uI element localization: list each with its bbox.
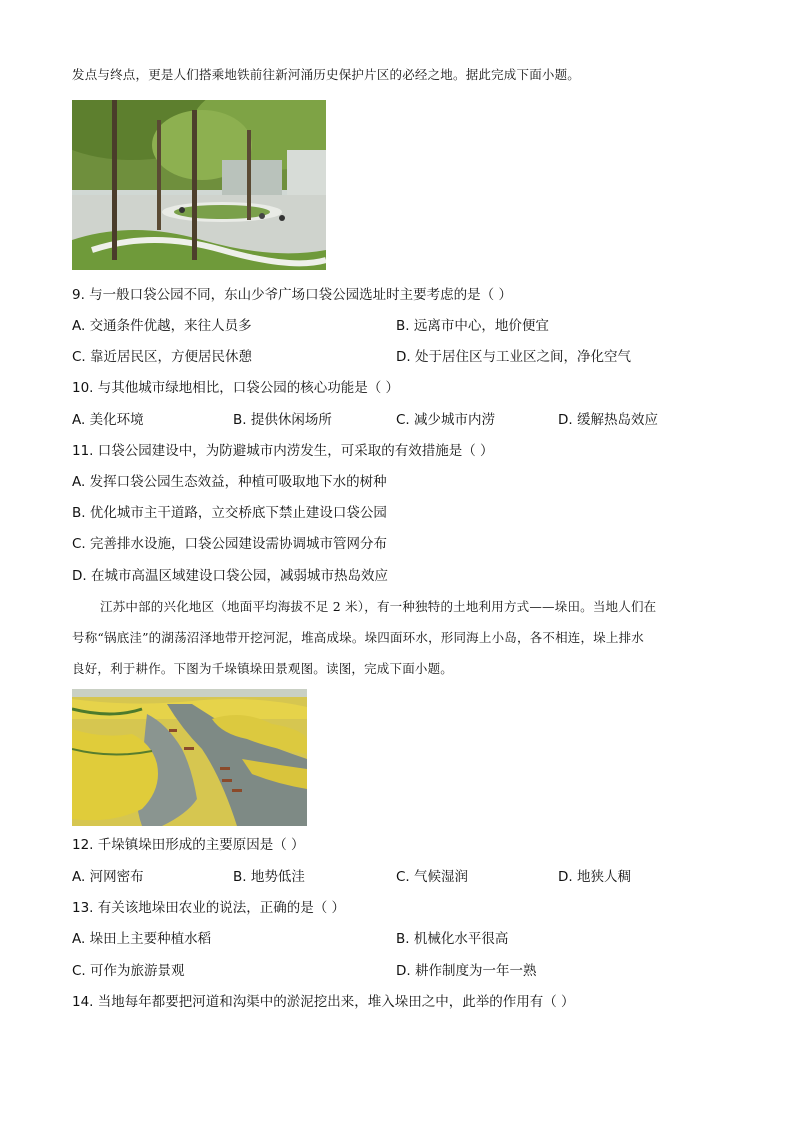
passage2-line3: 良好，利于耕作。下图为千垛镇垛田景观图。读图，完成下面小题。 [72, 661, 454, 676]
question-13-option-d[interactable]: D. 耕作制度为一年一熟 [396, 963, 537, 979]
passage1-tail: 发点与终点，更是人们搭乘地铁前往新河涌历史保护片区的必经之地。据此完成下面小题。 [72, 67, 581, 82]
question-11-option-d[interactable]: D. 在城市高温区域建设口袋公园，减弱城市热岛效应 [72, 568, 388, 584]
question-13-stem: 13. 有关该地垛田农业的说法，正确的是（ ） [72, 900, 346, 916]
question-9-option-c[interactable]: C. 靠近居民区，方便居民休憩 [72, 349, 253, 365]
question-12-stem: 12. 千垛镇垛田形成的主要原因是（ ） [72, 837, 305, 853]
duotian-landscape-photo [72, 689, 307, 826]
question-11-option-c[interactable]: C. 完善排水设施，口袋公园建设需协调城市管网分布 [72, 536, 388, 552]
question-9-option-a[interactable]: A. 交通条件优越，来往人员多 [72, 318, 252, 334]
question-13-option-c[interactable]: C. 可作为旅游景观 [72, 963, 185, 979]
question-10-stem: 10. 与其他城市绿地相比，口袋公园的核心功能是（ ） [72, 380, 400, 396]
question-10-option-b[interactable]: B. 提供休闲场所 [233, 412, 332, 428]
question-11-option-a[interactable]: A. 发挥口袋公园生态效益，种植可吸取地下水的树种 [72, 474, 387, 490]
question-14-stem: 14. 当地每年都要把河道和沟渠中的淤泥挖出来，堆入垛田之中，此举的作用有（ ） [72, 994, 575, 1010]
question-9-stem: 9. 与一般口袋公园不同，东山少爷广场口袋公园选址时主要考虑的是（ ） [72, 287, 512, 303]
question-11-option-b[interactable]: B. 优化城市主干道路，立交桥底下禁止建设口袋公园 [72, 505, 387, 521]
question-9-option-d[interactable]: D. 处于居住区与工业区之间，净化空气 [396, 349, 631, 365]
passage2-line1: 江苏中部的兴化地区（地面平均海拔不足 2 米），有一种独特的土地利用方式——垛田。当地人们在 [100, 599, 657, 614]
question-10-option-d[interactable]: D. 缓解热岛效应 [558, 412, 658, 428]
question-11-stem: 11. 口袋公园建设中，为防避城市内涝发生，可采取的有效措施是（ ） [72, 443, 494, 459]
question-10-option-c[interactable]: C. 减少城市内涝 [396, 412, 496, 428]
question-9-option-b[interactable]: B. 远离市中心，地价便宜 [396, 318, 549, 334]
question-12-option-a[interactable]: A. 河网密布 [72, 869, 144, 885]
pocket-park-photo [72, 100, 326, 270]
question-10-option-a[interactable]: A. 美化环境 [72, 412, 144, 428]
question-13-option-b[interactable]: B. 机械化水平很高 [396, 931, 509, 947]
question-12-option-d[interactable]: D. 地狭人稠 [558, 869, 631, 885]
question-12-option-c[interactable]: C. 气候湿润 [396, 869, 469, 885]
question-12-option-b[interactable]: B. 地势低洼 [233, 869, 305, 885]
passage2-line2: 号称“锅底洼”的湖荡沼泽地带开挖河泥，堆高成垛。垛四面环水，形同海上小岛，各不相连，垛上排水 [72, 630, 644, 645]
question-13-option-a[interactable]: A. 垛田上主要种植水稻 [72, 931, 212, 947]
